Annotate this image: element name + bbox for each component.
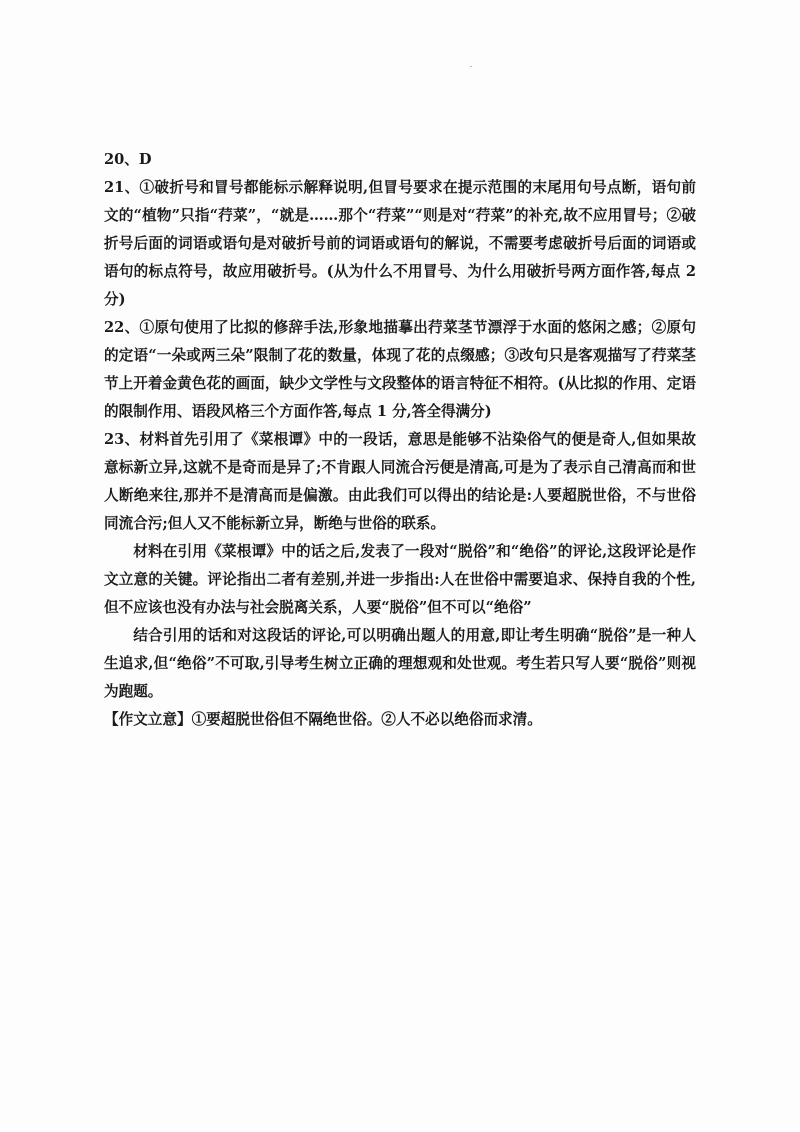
answer-q21: 21、①破折号和冒号都能标示解释说明,但冒号要求在提示范围的末尾用句号点断，语句前文的“植物”只指“荇菜”，“就是……那个“荇菜”“则是对“荇菜”的补充,故不应用冒号；②破折号后面的词语或语句是对破折号前的词语或语句的解说，不需要考虑破折号后面的词语或语句的标点符号，故应用破折号。(从为什么不用冒号、为什么用破折号两方面作答,每点 2 分) bbox=[104, 179, 702, 308]
answer-q20: 20、D bbox=[104, 151, 152, 168]
essay-theme: 【作文立意】①要超脱世俗但不隔绝世俗。②人不必以绝俗而求清。 bbox=[104, 711, 542, 728]
answer-content bbox=[104, 146, 702, 734]
scan-speck bbox=[470, 66, 472, 67]
answer-q23-paragraph-1: 23、材料首先引用了《菜根谭》中的一段话，意思是能够不沾染俗气的便是奇人,但如果故意标新立异,这就不是奇而是异了;不肯跟人同流合污便是清高,可是为了表示自己清高而和世人断绝来往,那并不是清高而是偏激。由此我们可以得出的结论是:人要超脱世俗，不与世俗同流合污;但人又不能标新立异，断绝与世俗的联系。 bbox=[104, 431, 696, 532]
answer-q22: 22、①原句使用了比拟的修辞手法,形象地描摹出荇菜茎节漂浮于水面的悠闲之感；②原句的定语“一朵或两三朵”限制了花的数量，体现了花的点缀感；③改句只是客观描写了荇菜茎节上开着金黄色花的画面，缺少文学性与文段整体的语言特征不相符。(从比拟的作用、定语的限制作用、语段风格三个方面作答,每点 1 分,答全得满分) bbox=[104, 319, 696, 420]
answer-q23-paragraph-3: 结合引用的话和对这段话的评论,可以明确出题人的用意,即让考生明确“脱俗”是一种人生追求,但“绝俗”不可取,引导考生树立正确的理想观和处世观。考生若只写人要“脱俗”则视为跑题。 bbox=[104, 627, 696, 700]
answer-q23-paragraph-2: 材料在引用《菜根谭》中的话之后,发表了一段对“脱俗”和“绝俗”的评论,这段评论是作文立意的关键。评论指出二者有差别,并进一步指出:人在世俗中需要追求、保持自我的个性,但不应该也没有办法与社会脱离关系，人要“脱俗”但不可以“绝俗” bbox=[104, 543, 696, 616]
